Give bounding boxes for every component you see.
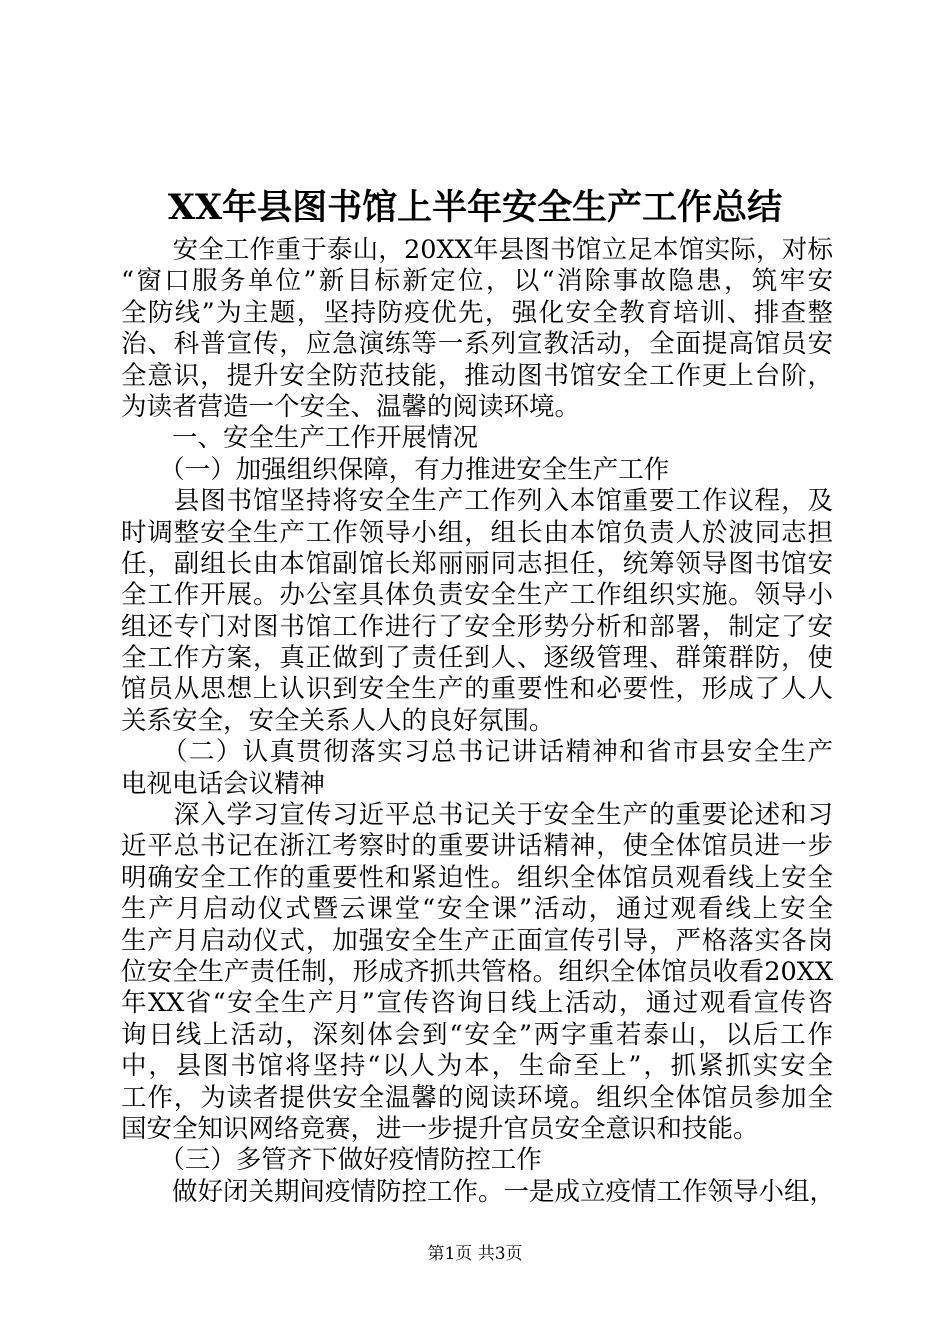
text-line: 为读者营造一个安全、温馨的阅读环境。 (121, 391, 581, 422)
text-line: （一）加强组织保障，有力推进安全生产工作 (121, 454, 670, 485)
page-footer: 第1页 共3页 (427, 1244, 523, 1264)
text-line: 国安全知识网络竞赛，进一步提升官员安全意识和技能。 (121, 1113, 759, 1144)
text-line: 全意识，提升安全防范技能，推动图书馆安全工作更上台阶， (121, 360, 833, 391)
text-line: 中，县图书馆将坚持“以人为本，生命至上”，抓紧抓实安全 (121, 1051, 833, 1082)
text-line: 全工作方案，真正做到了责任到人、逐级管理、群策群防，使 (121, 643, 833, 674)
text-line: 全工作开展。办公室具体负责安全生产工作组织实施。领导小 (121, 580, 833, 611)
text-line: 询日线上活动，深刻体会到“安全”两字重若泰山，以后工作 (121, 1019, 833, 1050)
text-line: 生产月启动仪式，加强安全生产正面宣传引导，严格落实各岗 (121, 925, 833, 956)
text-line: （三）多管齐下做好疫情防控工作 (121, 1145, 542, 1176)
text-line: 深入学习宣传习近平总书记关于安全生产的重要论述和习 (121, 800, 833, 831)
document-title: XX年县图书馆上半年安全生产工作总结 (167, 187, 783, 228)
text-line: 治、科普宣传，应急演练等一系列宣教活动，全面提高馆员安 (121, 329, 833, 360)
text-line: 任，副组长由本馆副馆长郑丽丽同志担任，统筹领导图书馆安 (121, 548, 833, 579)
text-line: 做好闭关期间疫情防控工作。一是成立疫情工作领导小组， (121, 1176, 836, 1207)
text-line: 电视电话会议精神 (121, 768, 326, 799)
text-line: 馆员从思想上认识到安全生产的重要性和必要性，形成了人人 (121, 674, 833, 705)
text-line: 时调整安全生产工作领导小组，组长由本馆负责人於波同志担 (121, 517, 833, 548)
text-line: 关系安全，安全关系人人的良好氛围。 (121, 705, 555, 736)
text-line: 明确安全工作的重要性和紧迫性。组织全体馆员观看线上安全 (121, 862, 833, 893)
text-line: 县图书馆坚持将安全生产工作列入本馆重要工作议程，及 (121, 486, 833, 517)
text-line: 全防线”为主题，坚持防疫优先，强化安全教育培训、排查整 (121, 297, 833, 328)
text-line: “窗口服务单位”新目标新定位，以“消除事故隐患，筑牢安 (121, 266, 833, 297)
text-line: 安全工作重于泰山，20XX年县图书馆立足本馆实际，对标 (121, 235, 833, 265)
text-line: （二）认真贯彻落实习总书记讲话精神和省市县安全生产 (121, 737, 833, 768)
text-line: 组还专门对图书馆工作进行了安全形势分析和部署，制定了安 (121, 611, 833, 642)
text-line: 近平总书记在浙江考察时的重要讲话精神，使全体馆员进一步 (121, 831, 833, 862)
text-line: 工作，为读者提供安全温馨的阅读环境。组织全体馆员参加全 (121, 1082, 833, 1113)
text-line: 位安全生产责任制，形成齐抓共管格。组织全体馆员收看20XX (121, 956, 833, 987)
document-body (121, 235, 836, 1208)
text-line: 生产月启动仪式暨云课堂“安全课”活动，通过观看线上安全 (121, 894, 833, 925)
text-line: 一、安全生产工作开展情况 (121, 423, 479, 454)
text-line: 年XX省“安全生产月”宣传咨询日线上活动，通过观看宣传咨 (121, 988, 833, 1019)
